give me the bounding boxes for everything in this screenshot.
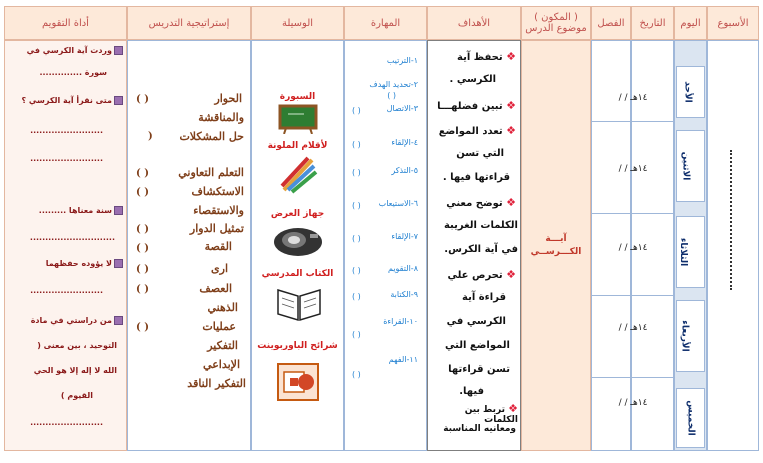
- paren-3: ( ): [136, 168, 149, 179]
- objective-5f: فيها.: [459, 386, 484, 397]
- strategy-roleplay: تمثيل الدوار: [189, 222, 244, 235]
- skill-paren-11: ( ): [352, 370, 361, 379]
- objective-1b: الكرسي .: [449, 74, 496, 85]
- diamond-bullet-icon: ❖: [506, 99, 516, 112]
- date-tuesday: / / ١٤هـ: [618, 243, 648, 253]
- strategy-operations: عمليات: [202, 320, 236, 333]
- strategy-problem-solving: حل المشكلات: [179, 130, 244, 143]
- paren-5: ( ): [136, 224, 149, 235]
- skill-6: ٦-الاستيعاب: [378, 199, 418, 208]
- strategy-mental: الذهني: [207, 301, 238, 314]
- powerpoint-icon: [276, 362, 320, 402]
- diamond-bullet-icon: ❖: [506, 268, 516, 281]
- header-skills: المهارة: [344, 6, 427, 40]
- skill-paren-6: ( ): [352, 201, 361, 210]
- date-monday: / / ١٤هـ: [618, 164, 648, 174]
- paren-7: ( ): [136, 264, 149, 275]
- blackboard-icon: [278, 104, 318, 134]
- date-wednesday: / / ١٤هـ: [618, 323, 648, 333]
- objectives-list: [430, 50, 518, 446]
- eval-q5-line5: ........................: [30, 418, 103, 427]
- media-book-label: الكتاب المدرسي: [261, 269, 334, 279]
- skill-7: ٧-الإلقاء: [391, 232, 418, 241]
- skill-1: ١-الترتيب: [386, 56, 418, 65]
- day-monday: الاثنين: [676, 130, 705, 202]
- header-week: الأسبوع: [707, 6, 759, 40]
- strategy-cooperative: التعلم التعاوني: [178, 166, 244, 179]
- skill-8: ٨-التقويم: [388, 264, 418, 273]
- header-component: ( المكون ): [534, 12, 578, 23]
- header-day: اليوم: [674, 6, 707, 40]
- objective-4c: في آية الكرس.: [444, 244, 518, 255]
- skill-11: ١١-الفهم: [388, 355, 418, 364]
- paren-4: ( ): [136, 187, 149, 198]
- eval-q2-line2: ........................: [30, 154, 103, 163]
- header-evaluation: أداة التقويم: [4, 6, 127, 40]
- header-topic-label: موضوع الدرس: [525, 23, 587, 34]
- date-cell-tuesday: [592, 214, 673, 296]
- strategies-list: [130, 48, 248, 448]
- book-icon: [276, 282, 322, 322]
- strategy-brainstorm: العصف: [199, 282, 232, 295]
- diamond-bullet-icon: ❖: [506, 50, 516, 63]
- strategy-critical: التفكير الناقد: [187, 377, 246, 390]
- eval-q5-line3: الله لا إله إلا هو الحي: [33, 366, 117, 375]
- strategy-thinking: التفكير: [207, 339, 238, 352]
- eval-q4-line: ........................: [30, 286, 103, 295]
- skills-list: [348, 48, 424, 448]
- eval-q2: متى نقرأ آية الكرسي ؟: [8, 96, 123, 105]
- paren-9: ( ): [136, 322, 149, 333]
- bullet-icon: [114, 316, 123, 325]
- skill-4: ٤-الإلقاء: [391, 138, 418, 147]
- skill-2-paren: ( ): [387, 91, 396, 100]
- strategy-see: ارى: [211, 262, 228, 275]
- skill-10: ١٠-القراءة: [383, 317, 418, 326]
- objective-5e: تسن قراءتها: [448, 364, 510, 375]
- date-cell-sunday: [592, 41, 673, 122]
- strategy-dialogue: الحوار: [214, 92, 242, 105]
- skill-paren-10: ( ): [352, 330, 361, 339]
- diamond-bullet-icon: ❖: [506, 196, 516, 209]
- skill-3: ٣-الاتصال: [386, 104, 418, 113]
- objective-6: ❖ تربط بين الكلمات: [464, 402, 518, 425]
- objective-3: ❖ تعدد المواضع: [438, 124, 516, 137]
- strategy-story: القصة: [204, 240, 232, 253]
- objective-5b: قراءة آية: [462, 292, 506, 303]
- skill-paren-5: ( ): [352, 168, 361, 177]
- eval-q3-line: ............................: [29, 233, 115, 242]
- header-topic: [521, 6, 591, 40]
- header-class: الفصل: [591, 6, 631, 40]
- skill-paren-4: ( ): [352, 140, 361, 149]
- bullet-icon: [114, 206, 123, 215]
- skill-5: ٥-التذكر: [391, 166, 418, 175]
- strategy-discussion: والمناقشة: [198, 111, 244, 124]
- strategy-creative: الإبداعي: [203, 358, 240, 371]
- eval-q3: سنة معناها .........: [8, 206, 123, 215]
- objective-3c: قراءتها فيها .: [442, 172, 510, 183]
- media-pens-label: لأقلام الملونة: [267, 141, 328, 151]
- skill-2: ٢-تحديد الهدف: [369, 80, 418, 89]
- objective-3b: التي تسن: [456, 148, 504, 159]
- eval-q5-line4: القيوم ): [60, 391, 93, 400]
- strategy-discovery: الاستكشاف: [191, 185, 244, 198]
- eval-q4: لا يؤوده حفظهما: [8, 259, 123, 268]
- strategy-inquiry: والاستقصاء: [193, 204, 244, 217]
- paren-6: ( ): [136, 243, 149, 254]
- day-sunday: الأحد: [676, 66, 705, 118]
- media-ppt-label: شرائح الباوربوينت: [257, 341, 338, 351]
- eval-q5: من دراستي في مادة: [8, 316, 123, 325]
- bullet-icon: [114, 259, 123, 268]
- objective-6b: ومعانيه المناسبة: [443, 424, 516, 434]
- diamond-bullet-icon: ❖: [508, 402, 518, 415]
- objective-5c: الكرسي في: [446, 316, 506, 327]
- day-thursday: الخميس: [676, 388, 705, 448]
- day-wednesday: الأربعاء: [676, 300, 705, 372]
- header-date: التاريخ: [631, 6, 674, 40]
- diamond-bullet-icon: ❖: [506, 124, 516, 137]
- eval-q1: وردت آية الكرسي في: [8, 46, 123, 55]
- day-tuesday: الثلاثاء: [676, 216, 705, 288]
- objective-4b: الكلمات الغريبة: [443, 220, 518, 231]
- objective-5d: المواضع التي: [445, 340, 510, 351]
- date-thursday: / / ١٤هـ: [618, 398, 648, 408]
- objective-1: ❖ تحفظ آية: [457, 50, 516, 63]
- projector-icon: [272, 220, 324, 260]
- bullet-icon: [114, 96, 123, 105]
- week-dotted-line: [730, 150, 732, 290]
- lesson-topic: [522, 233, 590, 259]
- eval-q2-line1: ........................: [30, 126, 103, 135]
- skill-paren-3: ( ): [352, 106, 361, 115]
- skill-paren-9: ( ): [352, 292, 361, 301]
- topic-line-1: آيـــة: [545, 234, 567, 244]
- header-objectives: الأهداف: [427, 6, 521, 40]
- week-column: [707, 40, 759, 451]
- objective-5: ❖ تحرص علي: [447, 268, 516, 281]
- paren-2: (: [148, 131, 153, 142]
- date-cell-wednesday: [592, 296, 673, 378]
- topic-line-2: الكـــرســي: [530, 247, 582, 257]
- pencils-icon: [278, 154, 318, 194]
- eval-q1-answer: سورة ..............: [39, 68, 107, 77]
- paren-1: ( ): [136, 94, 149, 105]
- header-strategies: إستراتيجية التدريس: [127, 6, 251, 40]
- paren-8: ( ): [136, 284, 149, 295]
- media-board-label: السبورة: [279, 92, 316, 102]
- skill-9: ٩-الكتابة: [390, 290, 418, 299]
- skill-paren-7: ( ): [352, 234, 361, 243]
- objective-4: ❖ توضح معني: [446, 196, 516, 209]
- skill-paren-8: ( ): [352, 266, 361, 275]
- objective-2: ❖ تبين فضلهـــا: [437, 99, 516, 112]
- date-sunday: / / ١٤هـ: [618, 93, 648, 103]
- bullet-icon: [114, 46, 123, 55]
- header-media: الوسيلة: [251, 6, 344, 40]
- media-projector-label: جهاز العرض: [270, 209, 325, 219]
- eval-q5-line2: التوحيد ، بين معنى (: [37, 341, 117, 350]
- media-list: [252, 44, 343, 449]
